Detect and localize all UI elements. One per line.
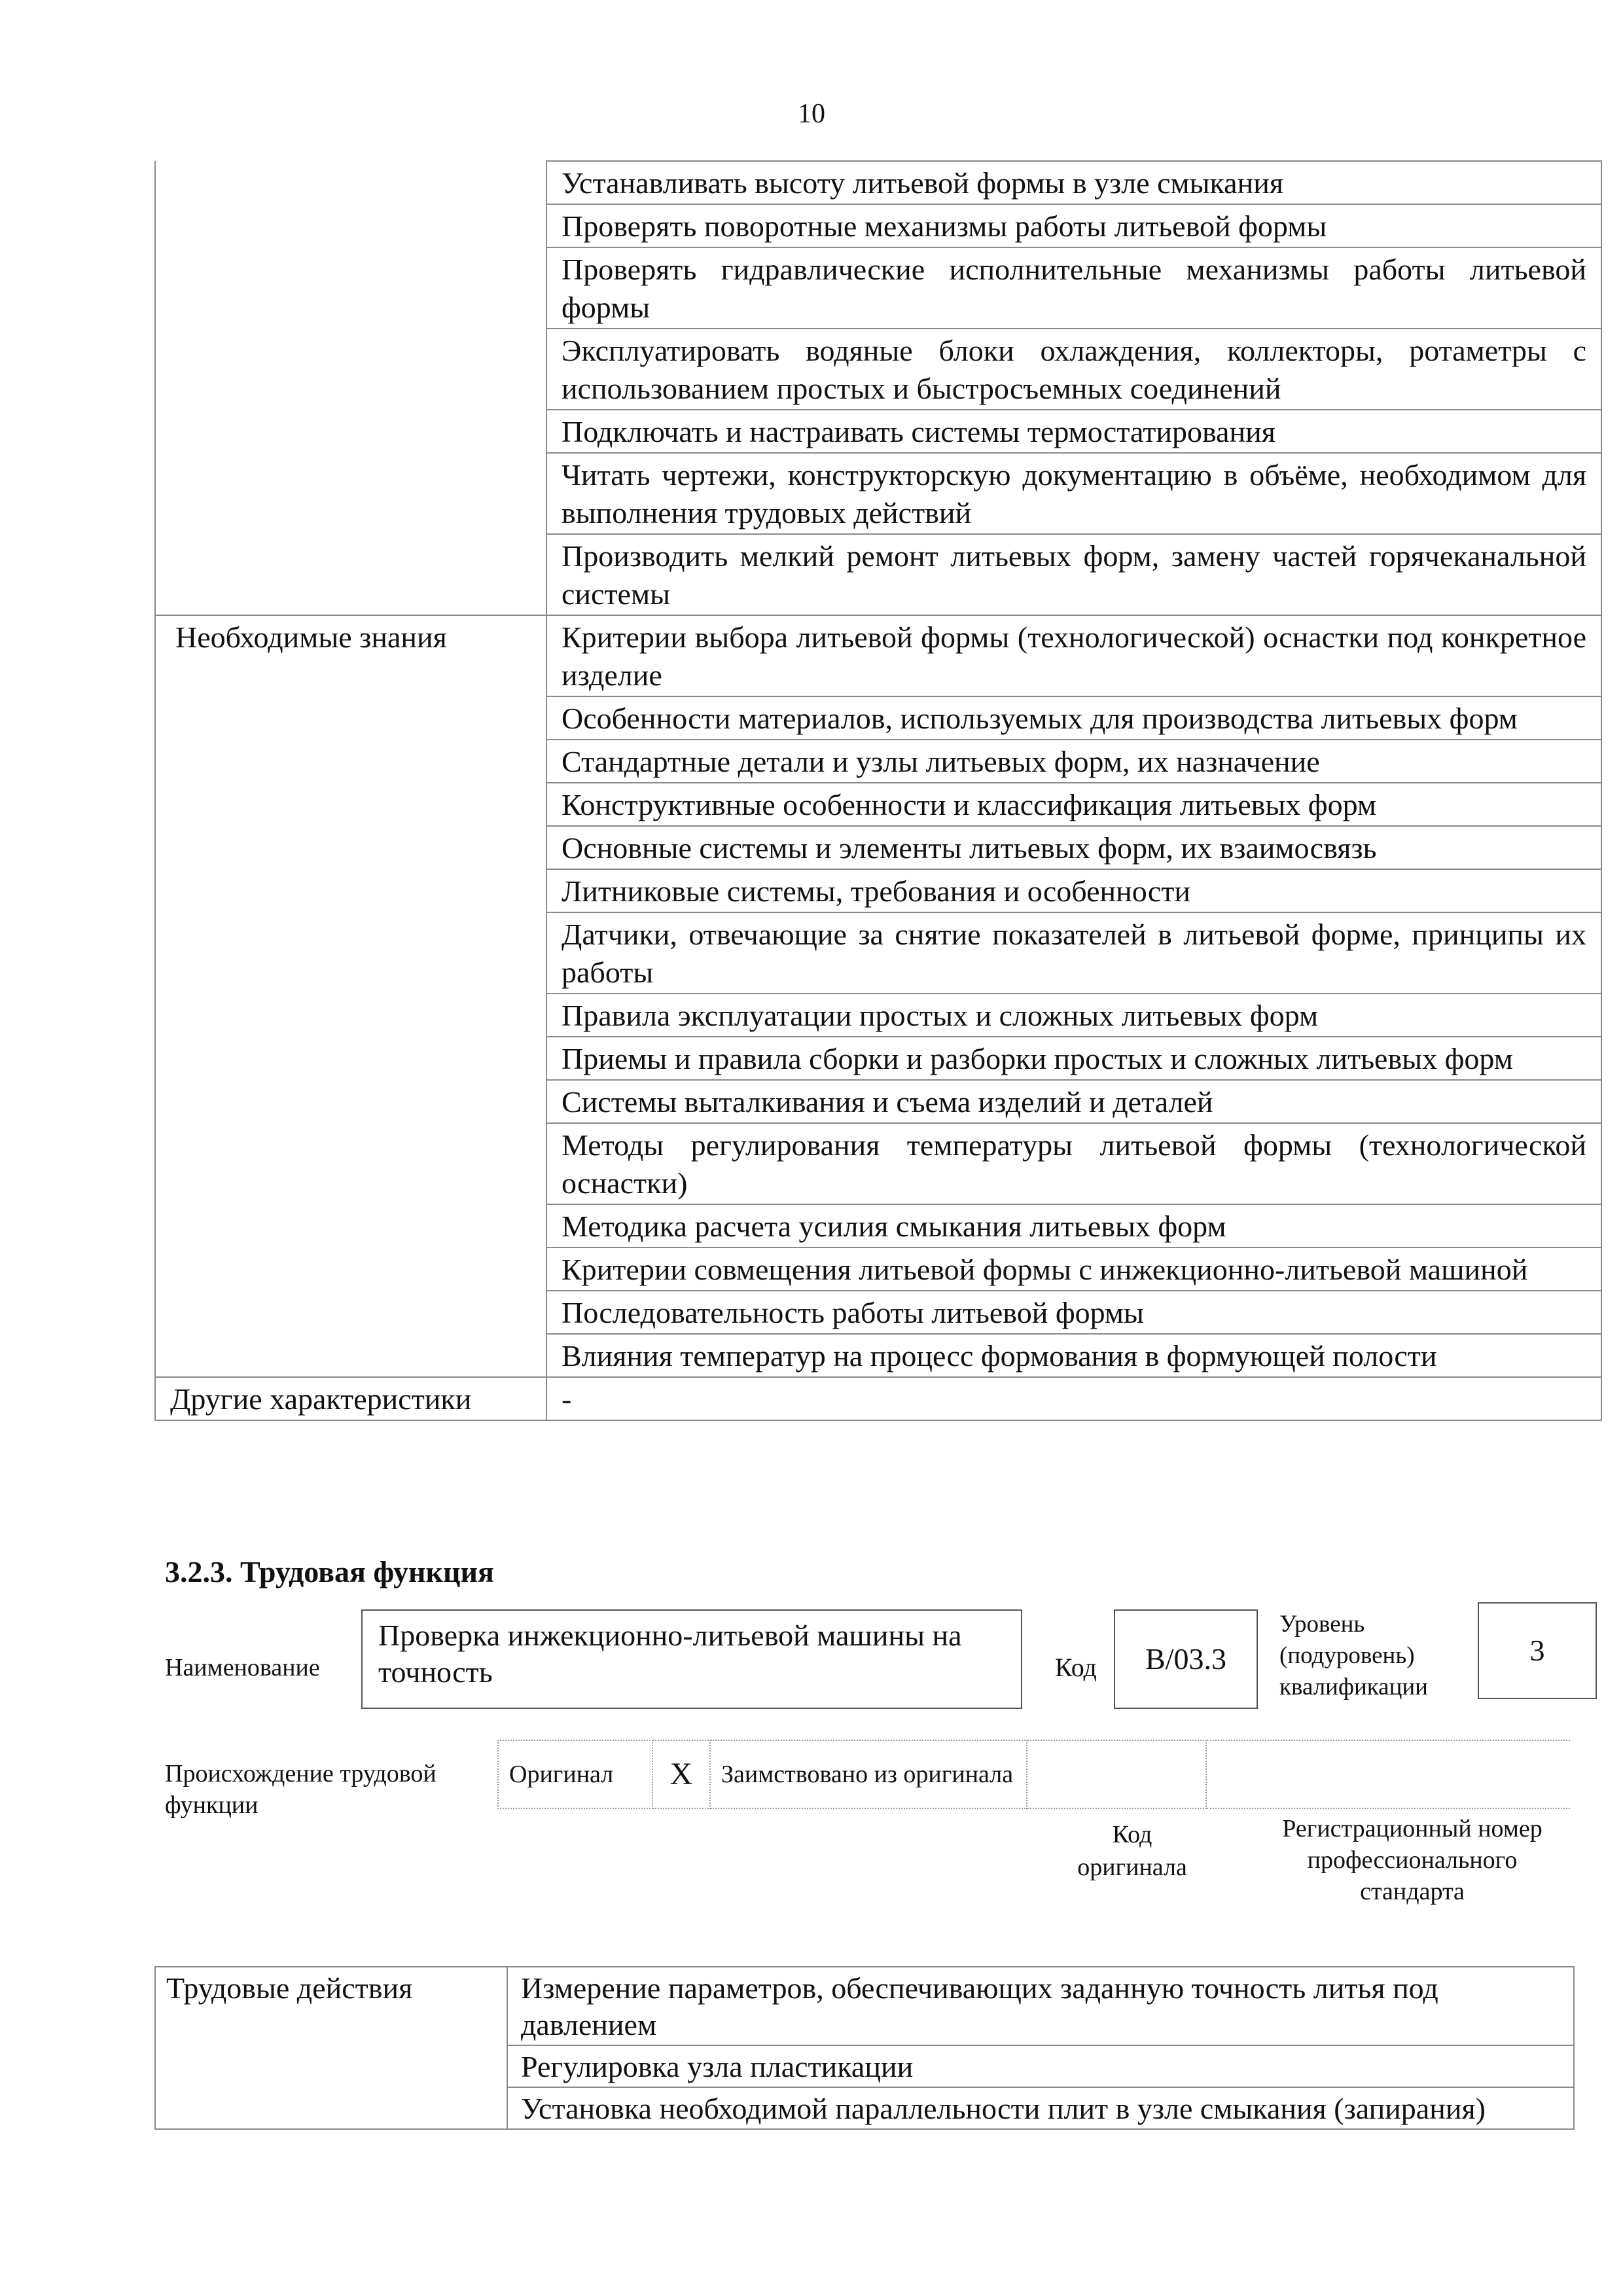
row-item-cell: Стандартные детали и узлы литьевых форм, их назначение xyxy=(546,740,1601,783)
caption-original-code: Код оригинала xyxy=(1077,1821,1187,1881)
row-label-cell: Необходимые знания xyxy=(155,615,546,1377)
row-item-cell: Проверять гидравлические исполнительные механизмы работы литьевой формы xyxy=(546,247,1601,329)
row-item-cell: - xyxy=(546,1377,1601,1420)
action-item-cell: Регулировка узла пластикации xyxy=(507,2045,1574,2087)
row-item-cell: Подключать и настраивать системы термостатирования xyxy=(546,410,1601,453)
row-item-cell: Системы выталкивания и съема изделий и деталей xyxy=(546,1080,1601,1123)
page-number: 10 xyxy=(798,99,825,129)
row-item-cell: Устанавливать высоту литьевой формы в узле смыкания xyxy=(546,161,1601,204)
origin-code-cell xyxy=(1027,1740,1206,1808)
row-item-cell: Конструктивные особенности и классификация литьевых форм xyxy=(546,783,1601,826)
row-item-cell: Последовательность работы литьевой формы xyxy=(546,1291,1601,1334)
row-item-cell: Особенности материалов, используемых для производства литьевых форм xyxy=(546,696,1601,740)
origin-table xyxy=(497,1740,1570,1809)
caption-registration-number: Регистрационный номер профессионального стандарта xyxy=(1282,1815,1543,1905)
origin-reg-cell xyxy=(1206,1740,1570,1808)
row-item-cell: Проверять поворотные механизмы работы литьевой формы xyxy=(546,204,1601,247)
row-item-cell: Датчики, отвечающие за снятие показателей в литьевой форме, принципы их работы xyxy=(546,912,1601,994)
row-item-cell: Методика расчета усилия смыкания литьевых форм xyxy=(546,1204,1601,1247)
level-value: 3 xyxy=(1529,1634,1545,1667)
code-box xyxy=(1114,1609,1258,1709)
table-row xyxy=(155,615,1601,696)
code-value: B/03.3 xyxy=(1145,1642,1226,1676)
row-item-cell: Правила эксплуатации простых и сложных литьевых форм xyxy=(546,994,1601,1037)
skills-table-body xyxy=(155,161,1601,1420)
action-item-cell: Установка необходимой параллельности плит в узле смыкания (запирания) xyxy=(507,2087,1574,2129)
skills-knowledge-table xyxy=(154,160,1602,1421)
row-item-cell: Основные системы и элементы литьевых форм, их взаимосвязь xyxy=(546,826,1601,869)
origin-mark: X xyxy=(669,1757,693,1791)
row-item-cell: Критерии выбора литьевой формы (технологической) оснастки под конкретное изделие xyxy=(546,615,1601,696)
row-item-cell: Методы регулирования температуры литьевой формы (технологической оснастки) xyxy=(546,1123,1601,1204)
code-label: Код xyxy=(1055,1653,1097,1682)
row-item-cell: Литниковые системы, требования и особенности xyxy=(546,869,1601,912)
origin-borrowed-label: Заимствовано из оригинала xyxy=(721,1761,1014,1788)
origin-borrowed-cell xyxy=(710,1740,1027,1808)
row-item-cell: Приемы и правила сборки и разборки простых и сложных литьевых форм xyxy=(546,1037,1601,1080)
table-row xyxy=(155,1377,1601,1420)
row-label-cell: Другие характеристики xyxy=(155,1377,546,1420)
row-item-cell: Влияния температур на процесс формования в формующей полости xyxy=(546,1334,1601,1377)
actions-table-body xyxy=(155,1967,1574,2129)
row-item-cell: Эксплуатировать водяные блоки охлаждения, коллекторы, ротаметры с использованием простых и быстросъемных соединений xyxy=(546,329,1601,410)
labour-actions-table xyxy=(154,1966,1575,2130)
row-item-cell: Производить мелкий ремонт литьевых форм, замену частей горячеканальной системы xyxy=(546,534,1601,615)
level-label: Уровень (подуровень) квалификации xyxy=(1279,1611,1428,1700)
table-row xyxy=(155,161,1601,204)
row-item-cell: Читать чертежи, конструкторскую документацию в объёме, необходимом для выполнения трудовых действий xyxy=(546,453,1601,534)
origin-mark-cell xyxy=(652,1740,710,1808)
section-heading: 3.2.3. Трудовая функция xyxy=(165,1555,494,1588)
name-box xyxy=(361,1609,1022,1709)
table-row xyxy=(155,1967,1574,2045)
action-item-cell: Измерение параметров, обеспечивающих заданную точность литья под давлением xyxy=(507,1967,1574,2045)
actions-label-cell: Трудовые действия xyxy=(155,1967,507,2129)
origin-original-label: Оригинал xyxy=(509,1761,614,1788)
level-box xyxy=(1478,1602,1597,1699)
row-label-cell xyxy=(155,161,546,615)
origin-original-cell xyxy=(498,1740,652,1808)
origin-label: Происхождение трудовой функции xyxy=(165,1760,437,1819)
name-label: Наименование xyxy=(165,1654,320,1681)
name-value: Проверка инжекционно-литьевой машины на точность xyxy=(378,1619,962,1689)
row-item-cell: Критерии совмещения литьевой формы с инжекционно-литьевой машиной xyxy=(546,1247,1601,1291)
